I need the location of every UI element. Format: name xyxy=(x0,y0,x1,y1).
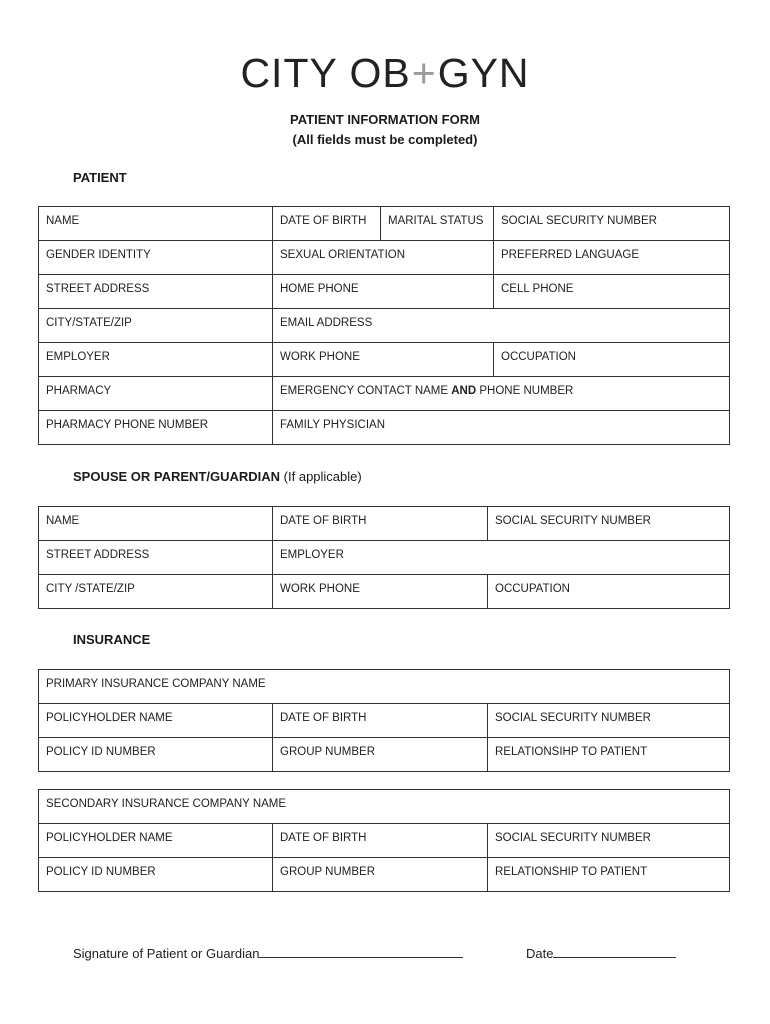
spouse-row xyxy=(39,574,729,608)
primary-policyholder-dob-field[interactable]: DATE OF BIRTH xyxy=(272,704,487,737)
patient-employer-field[interactable]: EMPLOYER xyxy=(46,351,110,363)
patient-name-field[interactable]: NAME xyxy=(46,215,80,227)
secondary-insurance-company-field[interactable]: SECONDARY INSURANCE COMPANY NAME xyxy=(46,798,287,810)
spouse-row xyxy=(39,507,729,540)
spouse-grid xyxy=(38,506,730,609)
secondary-policyholder-dob-field[interactable]: DATE OF BIRTH xyxy=(272,824,487,857)
primary-policyholder-name-field[interactable]: POLICYHOLDER NAME xyxy=(46,712,173,724)
secondary-insurance-grid xyxy=(38,789,730,892)
patient-pharmacy-field[interactable]: PHARMACY xyxy=(46,385,112,397)
patient-grid xyxy=(38,206,730,445)
logo-text-left: CITY OB xyxy=(240,50,411,96)
date-block xyxy=(526,943,676,961)
spouse-heading-text: SPOUSE OR PARENT/GUARDIAN xyxy=(73,469,281,484)
secondary-policyholder-ssn-field[interactable]: SOCIAL SECURITY NUMBER xyxy=(487,824,729,857)
signature-block xyxy=(73,943,463,961)
logo-plus: + xyxy=(411,50,437,96)
patient-family-physician-field[interactable]: FAMILY PHYSICIAN xyxy=(272,411,729,444)
patient-city-state-zip-field[interactable]: CITY/STATE/ZIP xyxy=(46,317,132,329)
date-label: Date xyxy=(526,946,554,961)
secondary-insurance-row xyxy=(39,790,729,823)
logo-text-right: GYN xyxy=(437,50,530,96)
primary-insurance-row xyxy=(39,703,729,737)
secondary-policy-id-field[interactable]: POLICY ID NUMBER xyxy=(46,866,156,878)
patient-row xyxy=(39,308,729,342)
patient-email-field[interactable]: EMAIL ADDRESS xyxy=(272,309,729,342)
patient-sexual-orientation-field[interactable]: SEXUAL ORIENTATION xyxy=(272,241,493,274)
patient-dob-field[interactable]: DATE OF BIRTH xyxy=(272,207,380,240)
secondary-insurance-row xyxy=(39,857,729,891)
spouse-work-phone-field[interactable]: WORK PHONE xyxy=(272,575,487,608)
patient-occupation-field[interactable]: OCCUPATION xyxy=(493,343,729,376)
primary-policyholder-ssn-field[interactable]: SOCIAL SECURITY NUMBER xyxy=(487,704,729,737)
patient-row xyxy=(39,376,729,410)
primary-group-number-field[interactable]: GROUP NUMBER xyxy=(272,738,487,771)
patient-emergency-contact-field[interactable] xyxy=(272,377,729,410)
spouse-employer-field[interactable]: EMPLOYER xyxy=(272,541,729,574)
patient-pharmacy-phone-field[interactable]: PHARMACY PHONE NUMBER xyxy=(46,419,209,431)
primary-insurance-grid xyxy=(38,669,730,772)
date-line[interactable] xyxy=(553,943,676,958)
emergency-contact-label-part2: PHONE NUMBER xyxy=(476,385,574,397)
signature-line[interactable] xyxy=(259,943,463,958)
secondary-group-number-field[interactable]: GROUP NUMBER xyxy=(272,858,487,891)
practice-logo xyxy=(0,48,770,98)
patient-home-phone-field[interactable]: HOME PHONE xyxy=(272,275,493,308)
secondary-relationship-field[interactable]: RELATIONSHIP TO PATIENT xyxy=(487,858,729,891)
primary-relationship-field[interactable]: RELATIONSIHP TO PATIENT xyxy=(487,738,729,771)
patient-street-address-field[interactable]: STREET ADDRESS xyxy=(46,283,150,295)
primary-insurance-company-field[interactable]: PRIMARY INSURANCE COMPANY NAME xyxy=(46,678,266,690)
spouse-ssn-field[interactable]: SOCIAL SECURITY NUMBER xyxy=(487,507,729,540)
spouse-section-heading xyxy=(73,469,362,484)
signature-label: Signature of Patient or Guardian xyxy=(73,946,260,961)
form-subtitle: (All fields must be completed) xyxy=(292,132,478,147)
patient-row xyxy=(39,274,729,308)
primary-policy-id-field[interactable]: POLICY ID NUMBER xyxy=(46,746,156,758)
patient-marital-status-field[interactable]: MARITAL STATUS xyxy=(380,207,493,240)
primary-insurance-row xyxy=(39,737,729,771)
secondary-insurance-row xyxy=(39,823,729,857)
spouse-row xyxy=(39,540,729,574)
patient-row xyxy=(39,342,729,376)
patient-row xyxy=(39,410,729,444)
patient-cell-phone-field[interactable]: CELL PHONE xyxy=(493,275,729,308)
emergency-contact-label-and: AND xyxy=(451,385,477,397)
patient-row xyxy=(39,240,729,274)
patient-row xyxy=(39,207,729,240)
spouse-city-state-zip-field[interactable]: CITY /STATE/ZIP xyxy=(46,583,135,595)
emergency-contact-label-part1: EMERGENCY CONTACT NAME xyxy=(280,385,452,397)
patient-ssn-field[interactable]: SOCIAL SECURITY NUMBER xyxy=(493,207,729,240)
insurance-section-heading: INSURANCE xyxy=(73,632,151,647)
patient-section-heading: PATIENT xyxy=(73,170,127,185)
secondary-policyholder-name-field[interactable]: POLICYHOLDER NAME xyxy=(46,832,173,844)
primary-insurance-row xyxy=(39,670,729,703)
patient-preferred-language-field[interactable]: PREFERRED LANGUAGE xyxy=(493,241,729,274)
patient-gender-identity-field[interactable]: GENDER IDENTITY xyxy=(46,249,151,261)
form-title: PATIENT INFORMATION FORM xyxy=(290,112,480,127)
spouse-name-field[interactable]: NAME xyxy=(46,515,80,527)
spouse-occupation-field[interactable]: OCCUPATION xyxy=(487,575,729,608)
spouse-heading-note: (If applicable) xyxy=(280,469,362,484)
patient-work-phone-field[interactable]: WORK PHONE xyxy=(272,343,493,376)
spouse-street-address-field[interactable]: STREET ADDRESS xyxy=(46,549,150,561)
spouse-dob-field[interactable]: DATE OF BIRTH xyxy=(272,507,487,540)
